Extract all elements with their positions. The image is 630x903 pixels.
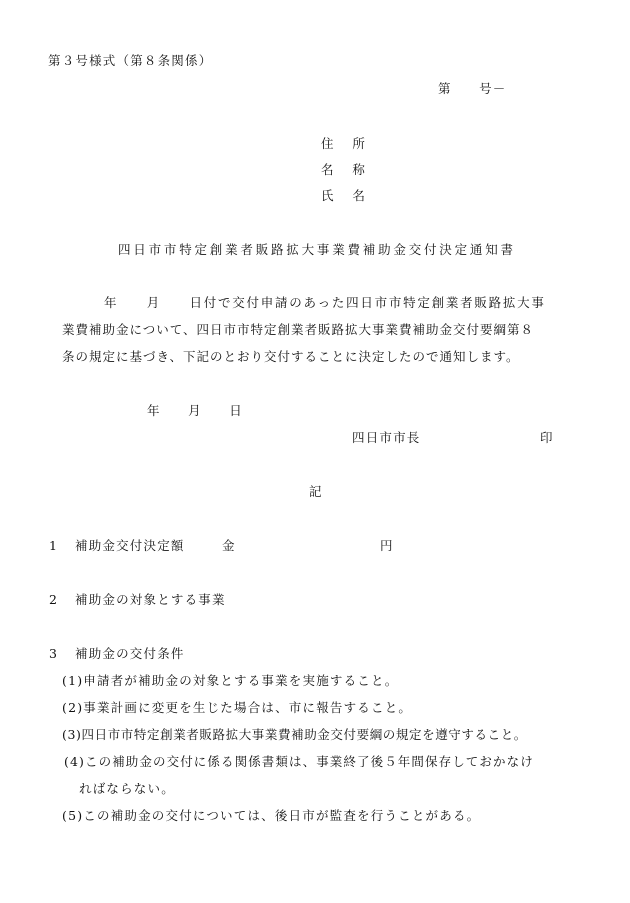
section-label: 補助金の対象とする事業	[75, 592, 226, 607]
section-number: 1	[49, 538, 59, 553]
address-label: 住 所	[321, 136, 369, 151]
amount-prefix: 金	[222, 538, 236, 553]
condition-1: (1)申請者が補助金の対象とする事業を実施すること。	[62, 673, 399, 688]
body-line-3: 条の規定に基づき、下記のとおり交付することに決定したので通知します。	[62, 349, 520, 364]
condition-5: (5)この補助金の交付については、後日市が監査を行うことがある。	[62, 808, 481, 823]
document-number: 第 号－	[438, 81, 507, 96]
body-line-2: 業費補助金について、四日市市特定創業者販路拡大事業費補助金交付要綱第８	[62, 322, 535, 337]
section-number: 3	[49, 646, 59, 661]
section-3	[49, 646, 185, 662]
amount-suffix: 円	[380, 538, 394, 553]
person-name-label: 氏 名	[321, 188, 369, 203]
condition-2: (2)事業計画に変更を生じた場合は、市に報告すること。	[62, 700, 413, 715]
seal-mark: 印	[540, 430, 554, 445]
document-title: 四日市市特定創業者販路拡大事業費補助金交付決定通知書	[118, 242, 516, 257]
body-line-1: 年 月 日付で交付申請のあった四日市市特定創業者販路拡大事	[104, 295, 546, 310]
section-1	[49, 538, 185, 554]
condition-3: (3)四日市市特定創業者販路拡大事業費補助金交付要綱の規定を遵守すること。	[62, 727, 527, 742]
section-2	[49, 592, 226, 608]
section-number: 2	[49, 592, 59, 607]
form-label: 第３号様式（第８条関係）	[48, 53, 213, 68]
ki-heading: 記	[309, 484, 323, 499]
condition-4: (4)この補助金の交付に係る関係書類は、事業終了後５年間保存しておかなけ	[64, 754, 534, 769]
section-label: 補助金交付決定額	[75, 538, 185, 553]
condition-4-continued: ればならない。	[79, 781, 175, 796]
issuer-name: 四日市市長	[352, 430, 421, 445]
date-line: 年 月 日	[147, 403, 243, 418]
company-name-label: 名 称	[321, 162, 369, 177]
section-label: 補助金の交付条件	[75, 646, 185, 661]
